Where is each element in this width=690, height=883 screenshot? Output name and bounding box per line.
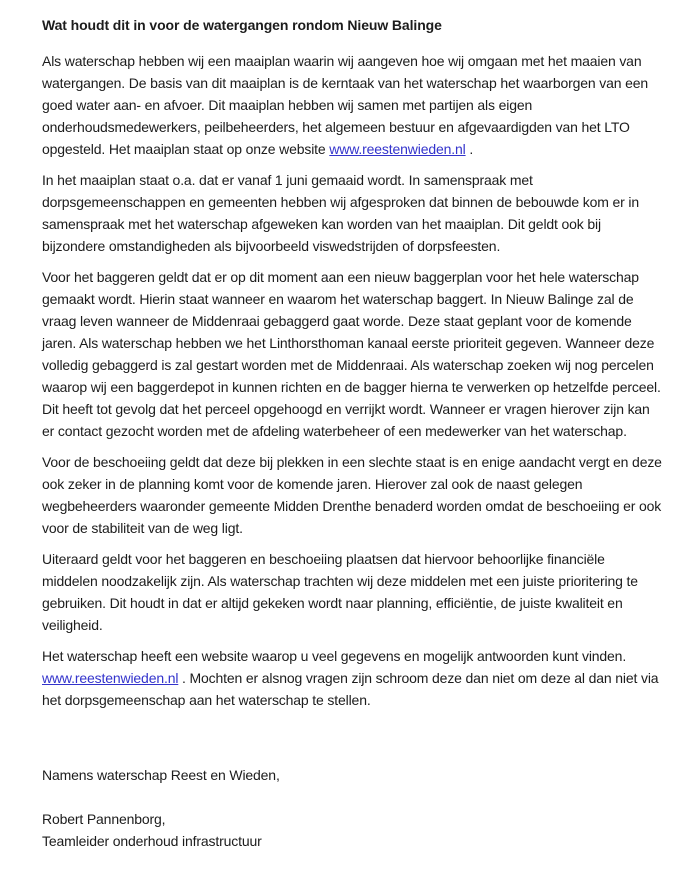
paragraph-financien: Uiteraard geldt voor het baggeren en beschoeiing plaatsen dat hiervoor behoorlijke financiële middelen noodzakelijk zijn. Als waterschap trachten wij deze middelen met een juiste prioritering te gebruiken. Dit houdt in dat er altijd gekeken wordt naar planning, efficiëntie, de juiste kwaliteit en veiligheid. bbox=[42, 551, 638, 633]
paragraph-website bbox=[42, 645, 662, 711]
paragraph-baggeren: Voor het baggeren geldt dat er op dit moment aan een nieuw baggerplan voor het hele waterschap gemaakt wordt. Hierin staat wanneer en waarom het waterschap baggert. In Nieuw Balinge zal de vraag leven wanneer de Middenraai gebaggerd gaat worde. Deze staat geplant voor de komende jaren. Als waterschap hebben we het Linthorsthoman kanaal eerste prioriteit gegeven. Wanneer deze volledig gebaggerd is zal gestart worden met de Middenraai. Als waterschap zoeken wij nog percelen waarop wij een baggerdepot in kunnen richten en de bagger hierna te verwerken op hetzelfde perceel. Dit heeft tot gevolg dat het perceel opgehoogd en verrijkt wordt. Wanneer er vragen hierover zijn kan er contact gezocht worden met de afdeling waterbeheer of een medewerker van het waterschap. bbox=[42, 269, 661, 439]
signature-role: Teamleider onderhoud infrastructuur bbox=[42, 833, 262, 849]
paragraph-text: Als waterschap hebben wij een maaiplan waarin wij aangeven hoe wij omgaan met het maaien van watergangen. De basis van dit maaiplan is de kerntaak van het waterschap het waarborgen van een goed water aan- en afvoer. Dit maaiplan hebben wij samen met partijen als eigen onderhoudsmedewerkers, peilbeheerders, het algemeen bestuur en afgevaardigden van het LTO opgesteld. Het maaiplan staat op onze website bbox=[42, 53, 649, 157]
paragraph-text: . bbox=[465, 141, 474, 157]
closing-salutation: Namens waterschap Reest en Wieden, bbox=[42, 767, 280, 783]
paragraph-beschoeiing: Voor de beschoeiing geldt dat deze bij plekken in een slechte staat is en enige aandacht vergt en deze ook zeker in de planning komt voor de komende jaren. Hierover zal ook de naast gelegen wegbeheerders waaronder gemeente Midden Drenthe benaderd worden omdat de beschoeiing er ook voor de stabiliteit van de weg ligt. bbox=[42, 454, 662, 536]
signature-name: Robert Pannenborg, bbox=[42, 811, 166, 827]
closing-signature bbox=[42, 808, 662, 852]
paragraph-maaiplan bbox=[42, 50, 662, 160]
paragraph-maaiafspraken: In het maaiplan staat o.a. dat er vanaf 1 juni gemaaid wordt. In samenspraak met dorpsgemeenschappen en gemeenten hebben wij afgesproken dat binnen de bebouwde kom er in samenspraak met het waterschap afgeweken kan worden van het maaiplan. Dit geldt ook bij bijzondere omstandigheden als bijvoorbeeld viswedstrijden of dorpsfeesten. bbox=[42, 172, 640, 254]
paragraph-text: . Mochten er alsnog vragen zijn schroom deze dan niet om deze al dan niet via het dorpsgemeenschap aan het waterschap te stellen. bbox=[42, 670, 659, 708]
website-link[interactable]: www.reestenwieden.nl bbox=[42, 670, 179, 686]
website-link[interactable]: www.reestenwieden.nl bbox=[329, 141, 466, 157]
document-title: Wat houdt dit in voor de watergangen rondom Nieuw Balinge bbox=[42, 17, 442, 33]
paragraph-text: Het waterschap heeft een website waarop u veel gegevens en mogelijk antwoorden kunt vinden. bbox=[42, 648, 627, 664]
